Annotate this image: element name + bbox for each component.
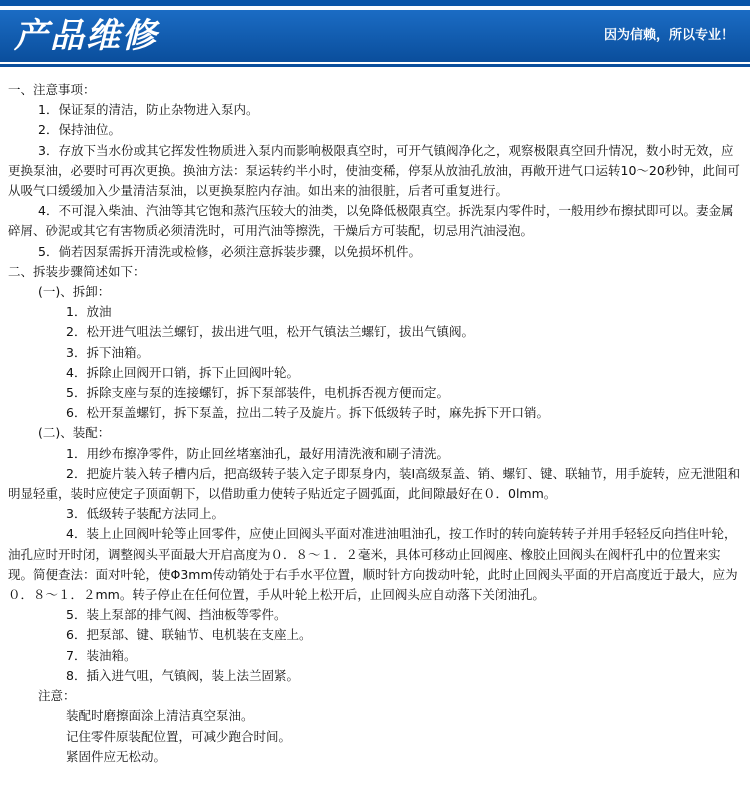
section-heading-steps: 二、拆装步骤简述如下： bbox=[8, 263, 146, 279]
disassembly-step: 3．拆下油箱。 bbox=[66, 344, 149, 360]
disassembly-step: 6．松开泵盖螺钉，拆下泵盖，拉出二转子及旋片。拆下低级转子时，麻先拆下开口销。 bbox=[66, 405, 549, 421]
assembly-step: 7．装油箱。 bbox=[66, 647, 137, 663]
disassembly-step: 4．拆除止回阀开口销，拆下止回阀叶轮。 bbox=[66, 364, 299, 380]
precaution-item: 3．存放下当水份或其它挥发性物质进入泵内而影响极限真空时，可开气镇阀净化之，观察极限真空回升情况，数小时无效，应更换泵油，必要时可再次更换。换油方法：泵运转约半小时，使油变稀，停泵从放油孔放油，再敞开进气口运转10～20秒钟，此间可从吸气口缓缓加入少量清洁泵油，以更换泵腔内存油。如出来的油很脏，后者可重复进行。 bbox=[8, 142, 740, 199]
precaution-item: 1．保证泵的清洁，防止杂物进入泵内。 bbox=[38, 102, 259, 118]
header-slogan: 因为信赖，所以专业！ bbox=[603, 28, 734, 43]
subsection-heading-assembly: (二)、装配： bbox=[38, 425, 111, 441]
notes-heading: 注意： bbox=[38, 688, 76, 704]
assembly-step: 8．插入进气咀，气镇阀，装上法兰固紧。 bbox=[66, 667, 299, 683]
note-item: 记住零件原装配位置，可减少跑合时间。 bbox=[66, 728, 292, 744]
assembly-step: 6．把泵部、键、联轴节、电机装在支座上。 bbox=[66, 627, 312, 643]
precaution-item: 2．保持油位。 bbox=[38, 122, 121, 138]
section-heading-precautions: 一、注意事项： bbox=[8, 82, 96, 97]
assembly-step: 2．把旋片装入转子槽内后，把高级转子装入定子即泵身内，装I高级泵盖、销、螺钉、键、联轴节，用手旋转，应无泄阻和明显轻重，装时应使定子顶面朝下，以借助重力使转子贴近定子圆弧面，此间隙最好在０．0lmm。 bbox=[8, 465, 741, 502]
assembly-step: 1．用纱布擦净零件，防止回丝堵塞油孔，最好用清洗液和刷子清洗。 bbox=[66, 445, 449, 461]
note-item: 紧固件应无松动。 bbox=[66, 748, 167, 764]
header-divider bbox=[0, 64, 750, 67]
subsection-heading-disassembly: (一)、拆卸： bbox=[38, 284, 111, 300]
page-title: 产品维修 bbox=[14, 16, 158, 56]
disassembly-step: 1．放油 bbox=[66, 304, 112, 320]
assembly-step: 3．低级转子装配方法同上。 bbox=[66, 506, 224, 522]
header-banner bbox=[0, 10, 750, 62]
article-body bbox=[8, 80, 742, 767]
disassembly-step: 5．拆除支座与泵的连接螺钉，拆下泵部装件，电机拆否视方便而定。 bbox=[66, 385, 449, 401]
precaution-item: 5．倘若因泵需拆开清洗或检修，必须注意拆装步骤，以免损坏机件。 bbox=[38, 243, 421, 259]
assembly-step: 5．装上泵部的排气阀、挡油板等零件。 bbox=[66, 607, 287, 623]
note-item: 装配时磨擦面涂上清洁真空泵油。 bbox=[66, 708, 254, 724]
top-border-line bbox=[0, 0, 750, 6]
precaution-item: 4．不可混入柴油、汽油等其它饱和蒸汽压较大的油类，以免降低极限真空。拆洗泵内零件时，一般用纱布擦拭即可以。妻金属碎屑、砂泥或其它有害物质必须清洗时，可用汽油等擦洗，干燥后方可装配，切忌用汽油浸泡。 bbox=[8, 203, 734, 239]
assembly-step: 4．装上止回阀叶轮等止回零件，应使止回阀头平面对准进油咀油孔，按工作时的转向旋转转子并用手轻轻反向挡住叶轮，油孔应时开时闭，调整阀头平面最大开启高度为０．８～１．２毫米，具体可移动止回阀座、橡胶止回阀头在阀杆孔中的位置来实现。简便查法：面对叶轮，使Φ3mm传动销处于右手水平位置，顺时针方向拨动叶轮，此时止回阀头平面的开启高度近于最大，应为０．８～１．２mm。转子停止在任何位置，手从叶轮上松开后，止回阀头应自动落下关闭油孔。 bbox=[8, 526, 738, 603]
disassembly-step: 2．松开进气咀法兰螺钉，拔出进气咀，松开气镇法兰螺钉，拔出气镇阀。 bbox=[66, 324, 474, 340]
